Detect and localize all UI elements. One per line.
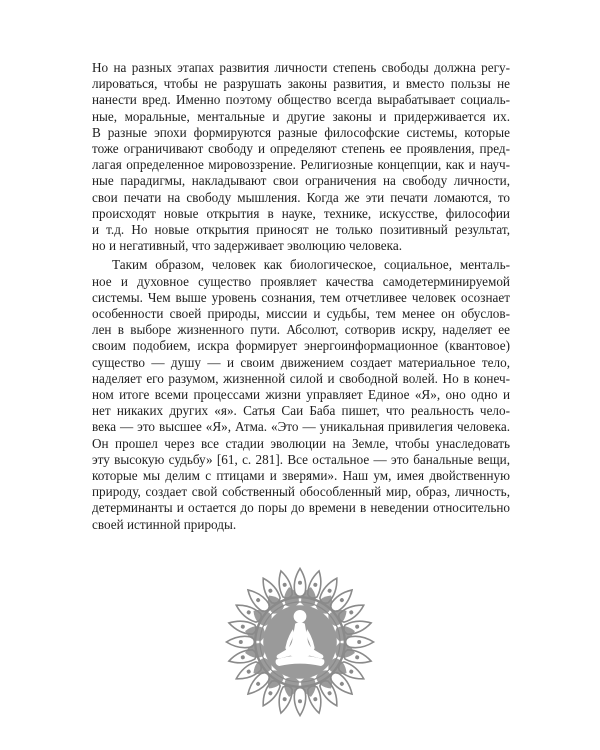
text-line: свои печати на свободу мышления. Когда же эти печати ломаются, то: [92, 189, 510, 205]
text-line: лагая определенное мировоззрение. Религиозные концепции, как и науч-: [92, 157, 510, 173]
text-line: нет никаких других «я». Сатья Саи Баба пишет, что реальность чело-: [92, 403, 510, 419]
text-line: детерминанты и остается до поры до времени в неведении относительно: [92, 500, 510, 516]
body-text: [92, 60, 510, 533]
text-line: своей истинной природы.: [92, 516, 237, 532]
text-line: Но на разных этапах развития личности степень свободы должна регу-: [92, 60, 510, 75]
text-line: века — это высшее «Я», Атма. «Это — уникальная привилегия человека.: [92, 419, 510, 435]
text-line: ные парадигмы, накладывают свои ограничения на свободу личности,: [92, 173, 510, 189]
text-line: существо — душу — и своим движением создает материальное тело,: [92, 354, 510, 370]
paragraph-2: [92, 257, 510, 532]
text-line: эту высокую судьбу» [61, с. 281]. Все остальное — это банальные вещи,: [92, 451, 510, 467]
text-line: лен в выборе жизненного пути. Абсолют, сотворив искру, наделяет ее: [92, 322, 510, 338]
text-line: и т.д. Но новые открытия приносят не только позитивный результат,: [92, 222, 510, 238]
text-line: Он прошел через все стадии эволюции на Земле, чтобы унаследовать: [92, 435, 510, 451]
text-line: ное и духовное существо проявляет качества самодетерминируемой: [92, 273, 510, 289]
text-line: которые мы делим с птицами и зверями». Наш ум, имея двойственную: [92, 468, 510, 484]
text-line: но и негативный, что задерживает эволюцию человека.: [92, 238, 403, 254]
text-line: лироваться, чтобы не разрушать законы развития, и вместо пользы не: [92, 76, 510, 92]
text-line: ные, моральные, ментальные и другие законы и придерживается их.: [92, 108, 510, 124]
text-line: нанести вред. Именно поэтому общество всегда вырабатывает социаль-: [92, 92, 510, 108]
text-line: своим подобием, искра формирует энергоинформационное (квантовое): [92, 338, 510, 354]
text-line: тоже ограничивают свободу и определяют степень ее проявления, пред-: [92, 141, 510, 157]
meditation-mandala-icon: [220, 562, 380, 722]
paragraph-1: [92, 60, 510, 254]
text-line: системы. Чем выше уровень сознания, тем отчетливее человек осознает: [92, 289, 510, 305]
text-line: особенности своей природы, миссии и судьбы, тем менее он обуслов-: [92, 306, 510, 322]
text-line: природу, создает свой собственный обособленный мир, образ, личность,: [92, 484, 510, 500]
text-line: Таким образом, человек как биологическое, социальное, менталь-: [112, 257, 510, 273]
text-line: ном итоге всеми процессами жизни управляет Единое «Я», оно одно и: [92, 387, 510, 403]
text-line: происходят новые открытия в науке, технике, искусстве, философии: [92, 205, 510, 221]
text-line: наделяет его разумом, жизненной силой и свободной волей. Но в конеч-: [92, 370, 510, 386]
text-line: В разные эпохи формируются разные философские системы, которые: [92, 124, 510, 140]
